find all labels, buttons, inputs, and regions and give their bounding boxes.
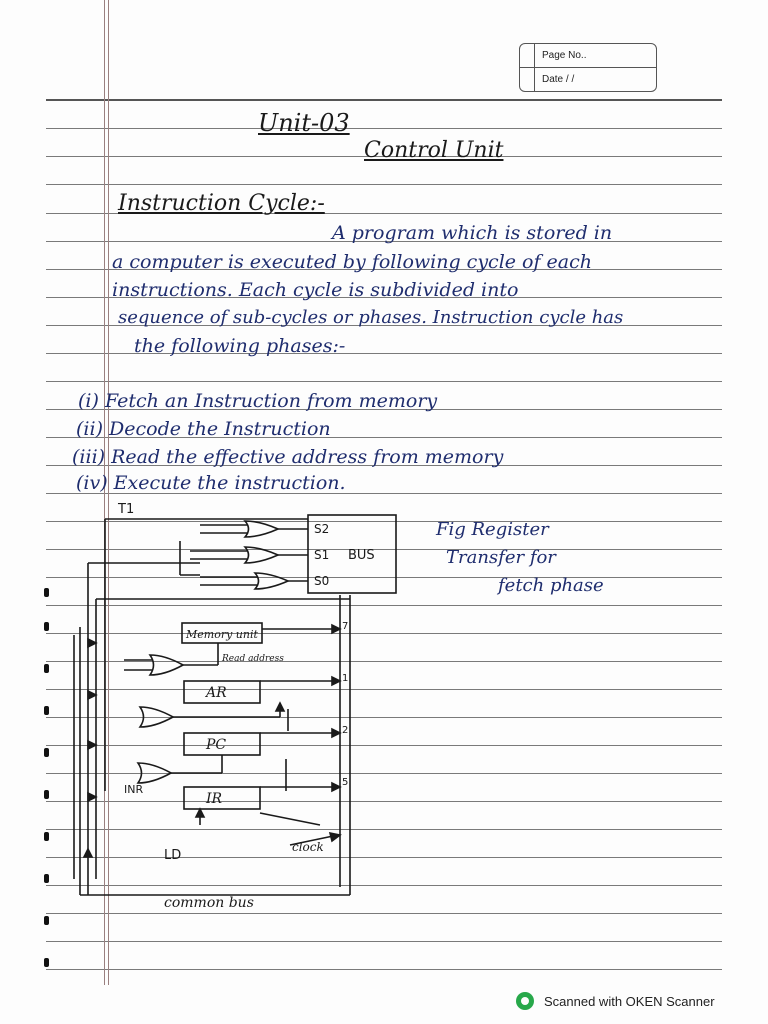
or-gate-icon xyxy=(245,547,278,563)
punch-mark xyxy=(44,622,49,631)
inr-label: INR xyxy=(124,783,144,796)
paragraph-line: a computer is executed by following cycle of each xyxy=(112,251,593,273)
punch-mark xyxy=(44,748,49,757)
phase-item: (i) Fetch an Instruction from memory xyxy=(78,390,438,412)
page-date-box xyxy=(519,43,657,92)
page-number-label: Page No.. xyxy=(542,50,587,61)
ar-label: AR xyxy=(206,685,227,701)
common-bus-label: common bus xyxy=(164,895,254,911)
select-label-s0: S0 xyxy=(314,574,330,588)
clock-label: clock xyxy=(292,840,324,854)
select-label-s1: S1 xyxy=(314,548,330,562)
bus-label: BUS xyxy=(348,548,375,563)
ir-label: IR xyxy=(206,791,223,807)
or-gate-icon xyxy=(245,521,278,537)
or-gate-icon xyxy=(255,573,288,589)
oken-logo-icon xyxy=(516,992,534,1010)
port-number: 7 xyxy=(342,621,349,632)
read-address-label: Read address xyxy=(222,654,284,664)
pc-label: PC xyxy=(206,737,227,753)
port-number: 5 xyxy=(342,777,349,788)
paragraph-line: A program which is stored in xyxy=(332,222,613,244)
paragraph-line: sequence of sub-cycles or phases. Instruction cycle has xyxy=(118,307,624,328)
date-label: Date / / xyxy=(542,74,575,85)
scanner-footer xyxy=(516,989,715,1013)
phase-item: (ii) Decode the Instruction xyxy=(76,418,331,440)
register-transfer-diagram xyxy=(60,495,420,915)
or-gate-icon xyxy=(138,763,171,783)
unit-subtitle: Control Unit xyxy=(364,138,504,163)
t1-label: T1 xyxy=(118,502,135,517)
punch-mark xyxy=(44,706,49,715)
phase-item: (iv) Execute the instruction. xyxy=(76,472,346,494)
punch-mark xyxy=(44,916,49,925)
ruled-line xyxy=(46,969,722,970)
paragraph-line: the following phases:- xyxy=(134,335,346,357)
figure-caption-line: fetch phase xyxy=(498,575,604,596)
port-number: 2 xyxy=(342,725,349,736)
scanner-text: Scanned with OKEN Scanner xyxy=(544,993,715,1009)
port-number: 1 xyxy=(342,673,349,684)
punch-mark xyxy=(44,958,49,967)
punch-mark xyxy=(44,832,49,841)
punch-mark xyxy=(44,874,49,883)
phase-item: (iii) Read the effective address from memory xyxy=(72,446,504,468)
ruled-line xyxy=(46,128,722,129)
punch-mark xyxy=(44,664,49,673)
ruled-line xyxy=(46,381,722,382)
or-gate-icon xyxy=(140,707,173,727)
paragraph-line: instructions. Each cycle is subdivided into xyxy=(112,279,519,301)
punch-mark xyxy=(44,588,49,597)
memory-unit-label: Memory unit xyxy=(186,628,258,641)
section-title: Instruction Cycle:- xyxy=(118,191,325,216)
ld-label: LD xyxy=(164,848,182,863)
unit-heading: Unit-03 xyxy=(258,109,350,137)
punch-mark xyxy=(44,790,49,799)
select-label-s2: S2 xyxy=(314,522,330,536)
figure-caption-line: Transfer for xyxy=(446,547,556,568)
or-gate-icon xyxy=(150,655,183,675)
ruled-line xyxy=(46,941,722,942)
figure-caption-line: Fig Register xyxy=(436,519,549,540)
top-rule xyxy=(46,99,722,101)
ruled-line xyxy=(46,184,722,185)
box-divider xyxy=(520,67,656,68)
